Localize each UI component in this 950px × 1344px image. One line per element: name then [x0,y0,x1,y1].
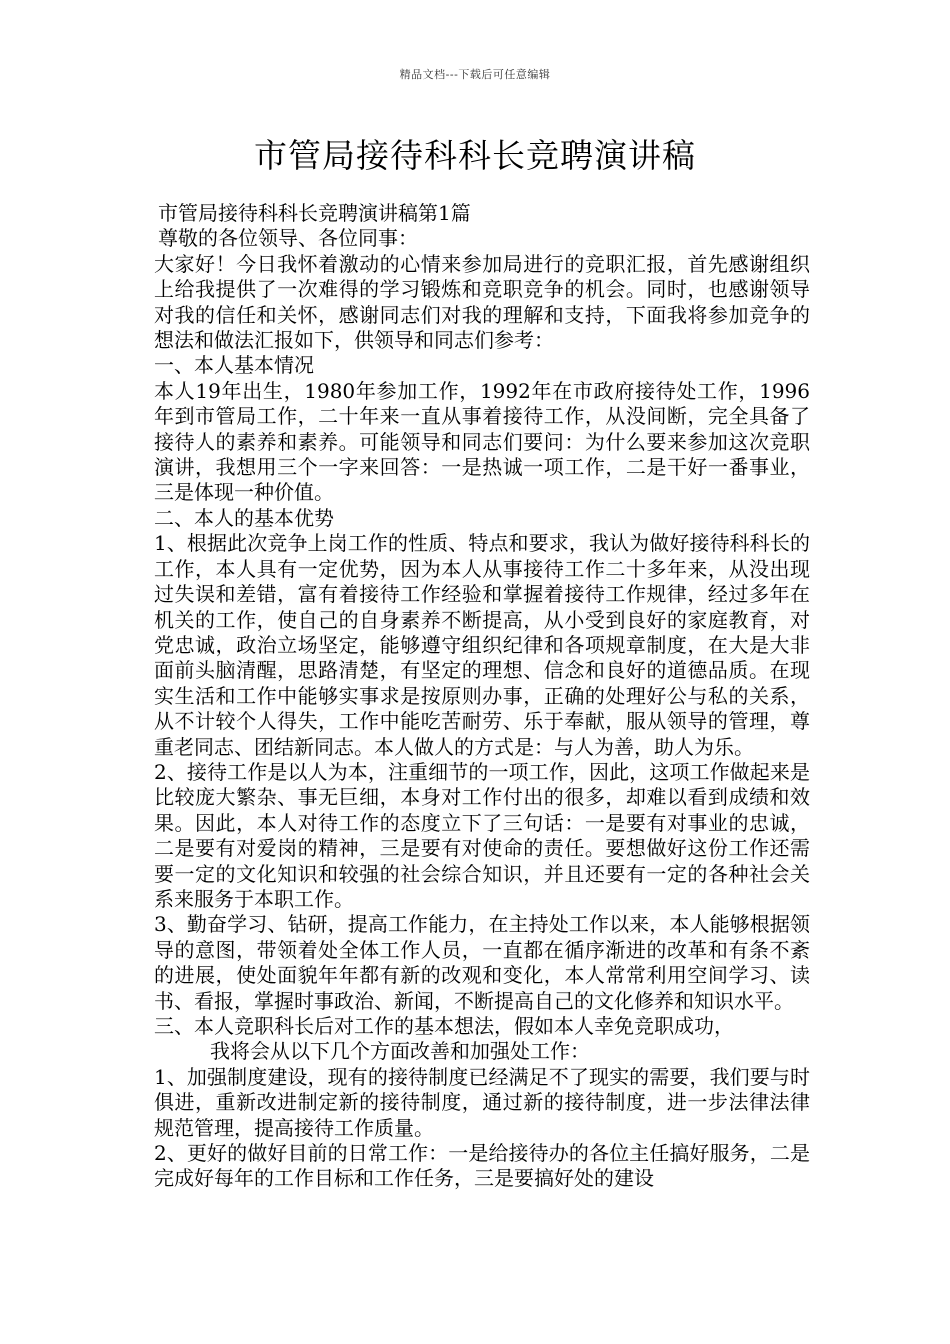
paragraph-advantage-1: 1、根据此次竞争上岗工作的性质、特点和要求，我认为做好接待科科长的工作，本人具有一定优势，因为本人从事接待工作二十多年来，从没出现过失误和差错，富有着接待工作经验和掌握着接待工作规律，经过多年在机关的工作，使自己的自身素养不断提高，从小受到良好的家庭教育，对党忠诚，政治立场坚定，能够遵守组织纪律和各项规章制度，在大是大非面前头脑清醒，思路清楚，有坚定的理想、信念和良好的道德品质。在现实生活和工作中能够实事求是按原则办事，正确的处理好公与私的关系，从不计较个人得失，工作中能吃苦耐劳、乐于奉献，服从领导的管理，尊重老同志、团结新同志。本人做人的方式是：与人为善，助人为乐。 [154,531,810,759]
section-heading-1: 一、本人基本情况 [154,353,314,378]
document-body [144,201,810,1192]
section-heading-3: 三、本人竞职科长后对工作的基本想法，假如本人幸免竞职成功， [154,1014,734,1038]
paragraph-plan-1: 1、加强制度建设，现有的接待制度已经满足不了现实的需要，我们要与时俱进，重新改进制定新的接待制度，通过新的接待制度，进一步法律法律规范管理，提高接待工作质量。 [154,1064,810,1140]
paragraph-plan-2: 2、更好的做好目前的日常工作：一是给接待办的各位主任搞好服务，二是完成好每年的工作目标和工作任务，三是要搞好处的建设 [154,1141,810,1191]
paragraph-advantage-3: 3、勤奋学习、钻研，提高工作能力，在主持处工作以来，本人能够根据领导的意图，带领着处全体工作人员，一直都在循序渐进的改革和有条不紊的进展，使处面貌年年都有新的改观和变化，本人常常利用空间学习、读书、看报，掌握时事政治、新闻，不断提高自己的文化修养和知识水平。 [154,912,810,1013]
subtitle-line: 市管局接待科科长竞聘演讲稿第1篇 [158,201,471,225]
paragraph-intro: 大家好！今日我怀着激动的心情来参加局进行的竞职汇报，首先感谢组织 上给我提供了一次难得的学习锻炼和竞职竞争的机会。同时，也感谢领导对我的信任和关怀，感谢同志们对我的理解和支持，下面我将参加竞争的想法和做法汇报如下，供领导和同志们参考： [154,251,810,353]
section-heading-2: 二、本人的基本优势 [154,505,334,530]
paragraph-advantage-2: 2、接待工作是以人为本，注重细节的一项工作，因此，这项工作做起来是比较庞大繁杂、事无巨细，本身对工作付出的很多，却难以看到成绩和效果。因此，本人对待工作的态度立下了三句话：一是要有对事业的忠诚，二是要有对爱岗的精神，三是要有对使命的责任。要想做好这份工作还需要一定的文化知识和较强的社会综合知识，并且还要有一定的各种社会关系来服务于本职工作。 [154,759,810,911]
paragraph-basic-info: 本人19年出生，1980年参加工作，1992年在市政府接待处工作，1996年到市管局工作，二十年来一直从事着接待工作，从没间断，完全具备了接待人的素养和素养。可能领导和同志们要问：为什么要来参加这次竞职演讲，我想用三个一字来回答：一是热诚一项工作，二是干好一番事业，三是体现一种价值。 [154,378,810,505]
page-header: 精品文档---下载后可任意编辑 [399,68,551,81]
document-title: 市管局接待科科长竞聘演讲稿 [254,136,696,175]
section-heading-3-cont: 我将会从以下几个方面改善和加强处工作： [210,1039,590,1064]
salutation: 尊敬的各位领导、各位同事： [158,226,418,251]
